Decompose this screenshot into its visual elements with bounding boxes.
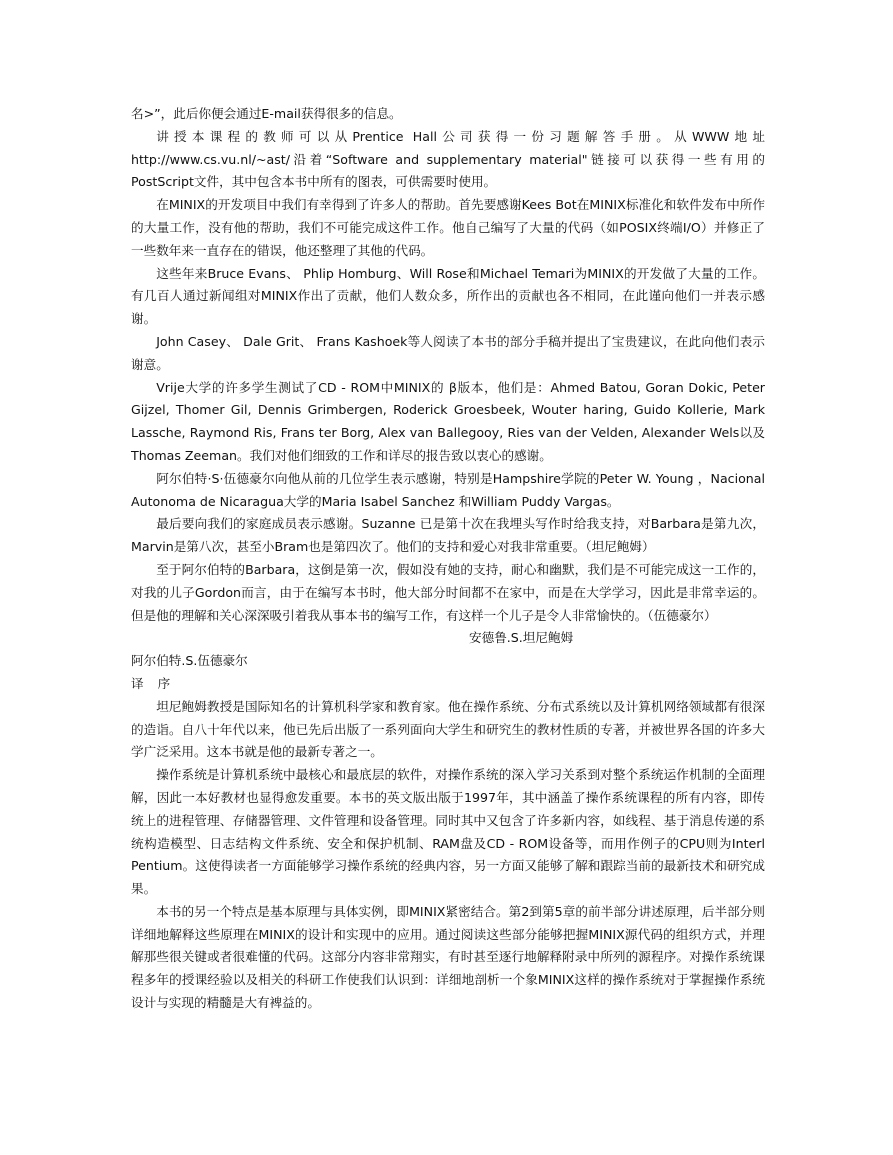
preface-paragraph-content: 操作系统是计算机系统中最核心和最底层的软件，对操作系统的深入学习关系到对整个系统运作机制的全面理解，因此一本好教材也显得愈发重要。本书的英文版出版于1997年，其中涵盖了操作系统课程的所有内容，即传统上的进程管理、存储器管理、文件管理和设备管理。同时其中又包含了许多新内容，如线程、基于消息传递的系统构造模型、日志结构文件系统、安全和保护机制、RAM盘及CD - ROM设备等，而用作例子的CPU则为Interl Pentium。这使得读者一方面能够学习操作系统的经典内容，另一方面又能够了解和跟踪当前的最新技术和研究成果。 xyxy=(131,767,765,897)
paragraph-thanks-barbara: 至于阿尔伯特的Barbara，这倒是第一次，假如没有她的支持，耐心和幽默，我们是不可能完成这一工作的，对我的儿子Gordon而言，由于在编写本书时，他大部分时间都不在家中，而是在大学学习，因此是非常幸运的。但是他的理解和关心深深吸引着我从事本书的编写工作，有这样一个儿子是令人非常愉快的。（伍德豪尔） xyxy=(131,561,765,623)
signature-woodhull: 阿尔伯特.S.伍德豪尔 xyxy=(131,653,248,669)
paragraph-thanks-kees-bot: 在MINIX的开发项目中我们有幸得到了许多人的帮助。首先要感谢Kees Bot在MINIX标准化和软件发布中所作的大量工作，没有他的帮助，我们不可能完成这件工作。他自己编写了大量的代码（如POSIX终端I/O）并修正了一些数年来一直存在的错误，他还整理了其他的代码。 xyxy=(131,197,765,258)
paragraph-thanks-students: Vrije大学的许多学生测试了CD - ROM中MINIX的 β版本，他们是：Ahmed Batou, Goran Dokic, Peter Gijzel, Thomer Gil, Dennis Grimbergen, Roderick Groesbeek, Wouter haring, Guido Kollerie, Mark Lassche, Raymond Ris, Frans ter Borg, Alex van Ballegooy, Ries van der Velden, Alexander Wels以及Thomas Zeeman。我们对他们细致的工作和详尽的报告致以衷心的感谢。 xyxy=(131,379,765,463)
paragraph-thanks-reviewers: John Casey、 Dale Grit、 Frans Kashoek等人阅读了本书的部分手稿并提出了宝贵建议，在此向他们表示谢意。 xyxy=(131,333,765,372)
preface-paragraph-author: 坦尼鲍姆教授是国际知名的计算机科学家和教育家。他在操作系统、分布式系统以及计算机网络领域都有很深的造诣。自八十年代以来，他已先后出版了一系列面向大学生和研究生的教材性质的专著，并被世界各国的许多大学广泛采用。这本书就是他的最新专著之一。 xyxy=(131,698,765,760)
paragraph-email-info: 名>”，此后你便会通过E-mail获得很多的信息。 xyxy=(131,106,402,121)
paragraph-thanks-family: 最后要向我们的家庭成员表示感谢。Suzanne 已是第十次在我埋头写作时给我支持，对Barbara是第九次，Marvin是第八次，甚至小Bram也是第四次了。他们的支持和爱心对我非常重要。（坦尼鲍姆） xyxy=(131,516,765,555)
signature-tanenbaum: 安德鲁.S.坦尼鲍姆 xyxy=(469,630,574,646)
document-page xyxy=(131,103,765,1015)
paragraph-thanks-former-students: 阿尔伯特·S·伍德豪尔向他从前的几位学生表示感谢，特别是Hampshire学院的Peter W. Young ，Nacional Autonoma de Nicaragua大学的Maria Isabel Sanchez 和William Puddy Vargas。 xyxy=(131,470,765,509)
paragraph-instructor-manual: 讲授本课程的教师可以从Prentice Hall公司获得一份习题解答手册。从WWW地址http://www.cs.vu.nl/~ast/沿着“Software and supplementary material"链接可以获得一些有用的PostScript文件，其中包含本书中所有的图表，可供需要时使用。 xyxy=(131,128,765,190)
heading-char-first: 译 xyxy=(131,675,144,691)
translator-preface-heading xyxy=(131,673,765,696)
heading-char-second: 序 xyxy=(157,675,171,691)
paragraph-thanks-developers: 这些年来Bruce Evans、 Phlip Homburg、Will Rose和Michael Temari为MINIX的开发做了大量的工作。 有几百人通过新闻组对MINIX作出了贡献，他们人数众多，所作出的贡献也各不相同，在此谨向他们一并表示感谢。 xyxy=(131,265,765,327)
preface-paragraph-minix: 本书的另一个特点是基本原理与具体实例，即MINIX紧密结合。第2到第5章的前半部分讲述原理，后半部分则详细地解释这些原理在MINIX的设计和实现中的应用。通过阅读这些部分能够把握MINIX源代码的组织方式，并理解那些很关键或者很难懂的代码。这部分内容非常翔实，有时甚至逐行地解释附录中所列的源程序。对操作系统课程多年的授课经验以及相关的科研工作使我们认识到：详细地剖析一个象MINIX这样的操作系统对于掌握操作系统设计与实现的精髓是大有裨益的。 xyxy=(131,903,765,1011)
